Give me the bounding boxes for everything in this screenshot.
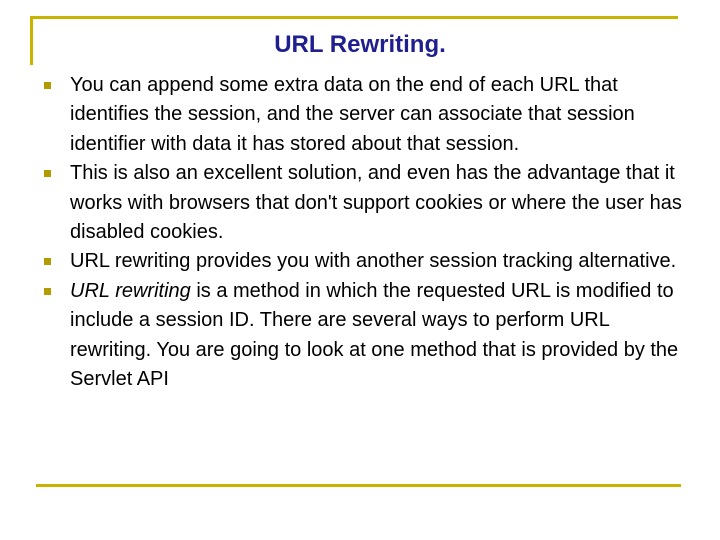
slide-title: URL Rewriting. — [274, 31, 446, 58]
bullet-text: This is also an excellent solution, and even has the advantage that it works with browsers that don't support cookies or where the user has disabled cookies. — [70, 162, 682, 244]
bullet-italic-term: URL rewriting — [70, 279, 191, 302]
list-item — [44, 159, 684, 247]
bullet-text: is a method in which the requested URL is modified to include a session ID. There are several ways to perform URL rewriting. You are going to look at one method that is provided by the Servlet API — [70, 279, 679, 391]
bullet-text: URL rewriting provides you with another session tracking alternative. — [70, 250, 677, 273]
bullet-text: You can append some extra data on the end of each URL that identifies the session, and the server can associate that session identifier with data it has stored about that session. — [70, 74, 635, 155]
square-bullet-icon — [44, 82, 51, 89]
list-item — [44, 277, 684, 395]
square-bullet-icon — [44, 170, 51, 177]
bullet-list — [44, 71, 684, 394]
frame-top-rule — [30, 16, 678, 19]
square-bullet-icon — [44, 288, 51, 295]
square-bullet-icon — [44, 258, 51, 265]
list-item — [44, 71, 684, 159]
frame-bottom-rule — [36, 484, 681, 487]
list-item — [44, 247, 684, 276]
